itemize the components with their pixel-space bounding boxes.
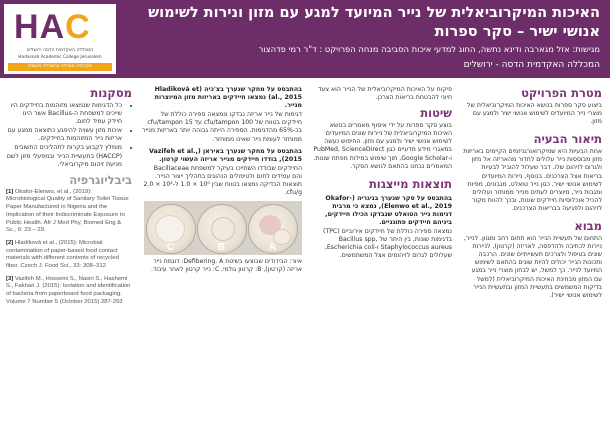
methods-text: בוצע סקר ספרות על ידי איסוף מאמרים בנושא האיכות המיקרוביאלית של ניירות שונים המיועדים לשימוש אנושי ישיר ולמגע עם מזון. החיפוש נעשה במאגרי מידע מדעיים כגון PubMed, ScienceDirect ו-Google Scholar, תוך שימוש במילות מפתח שונות. המאמרים נבחנו בהתאם לנושא הסקר.	[313, 122, 452, 170]
problem-title: תיאור הבעיה	[533, 132, 602, 147]
panel-label-c: C	[166, 242, 174, 254]
reference-1-text: Okafor-Elenwo, et al., (2019): Microbiological Quality of Sanitary Toilet Tissue Paper Manufactured in Nigeria and the Implication of their Indiscriminate Exposure to Public Health. Afr J Med Phy, Biomed Eng & Sc., 6: 23 – 29.	[6, 188, 129, 234]
petri-dish-figure	[144, 201, 302, 255]
goal-title: מטרת הפרויקט	[521, 86, 602, 100]
reference-2-text: Hladíková et al., (2015): Microbial contamination of paper-based food contact materials with different contents of recycled fiber. Czech J. Food Sci., 33: 308–312	[6, 239, 119, 270]
poster-institution: המכללה האקדמית הדסה - ירושלים	[463, 60, 600, 70]
logo-mark-h: H	[14, 8, 40, 46]
column-goal-problem-intro	[462, 86, 602, 424]
logo-mark	[14, 8, 91, 46]
reference-3	[6, 276, 132, 307]
poster-authors: מגישות: אזל מגארבה ודינא נתשה, החוג למדעי איכות הסביבה מנחה הפרויקט : ד"ר רמי פדהצור	[258, 44, 600, 54]
conclusions-title: מסקנות	[90, 86, 132, 100]
logo-english-name: Hadassah Academic College Jerusalem	[18, 55, 102, 60]
logo-mark-c: C	[65, 8, 91, 46]
panel-label-b: B	[217, 242, 225, 254]
conclusion-item: • מומלץ לקבוע בקרות לתהליכים החשובים (HACCP) בתעשיית הנייר ובמפעלי מזון לשם מניעת זיהום מיקרוביאלי.	[6, 144, 122, 168]
reference-2	[6, 240, 132, 271]
reference-3-number: [3]	[6, 275, 14, 282]
poster-title: האיכות המיקרוביאלית של נייר המיועד למגע עם מזון ונירות לשימוש אנושי ישיר – סקר ספרות	[148, 5, 600, 40]
reference-3-text: Vazifeh M., Hosseini S., Nasiri S., Hashemi S., Fakhari J. (2015): Isolation and identification of bacteria from paperboard food packaging. Volume 7 Number 5 (October 2015) 287-293	[6, 275, 131, 305]
logo-tagline: אקדמיה מובילה בהשכלה מעשית	[8, 63, 112, 71]
methods-title: שיטות	[420, 106, 452, 121]
logo-mark-a: A	[39, 8, 66, 46]
conclusions-list	[6, 102, 122, 169]
reference-1-number: [1]	[6, 188, 14, 195]
colony-c-1	[155, 215, 185, 243]
column-conclusions-bibliography	[6, 86, 132, 424]
poster-header	[0, 0, 610, 78]
column-methods-results	[312, 86, 452, 424]
result-2-heading: בהתבסס על מחקר שנערך בצ'כיה (Hladiková et al., 2015) נמצאו חיידקים באריזות מזון המיוצרות מנייר.	[154, 86, 302, 110]
result-3-text: החיידקים שבודדו השתייכו בעיקר למשפחת Bacillaceae והם עמידים לחום ולטיפולים הנהוגים בתהליך ייצור הנייר. תוצאות הבדיקה נמצאו בטווח שבין 10⁰ × 1.0 ל-10² × 2.0 cfu/g.	[143, 164, 302, 197]
reference-1	[6, 189, 132, 235]
conclusion-item: • כל הדגימות שנמצאו מזוהמות בחיידקים היו שייכים למשפחת ה-Bacillus אשר הינו חיידק עמיד לחום.	[6, 102, 122, 126]
reference-2-number: [2]	[6, 239, 14, 246]
problem-text: אחת הבעיות היא שמיקרואורגניזמים הקיימים באריזות מזון מבוססות נייר עלולים לחדור מהאריזה אל מזון ולגרום לזיהום שלו. דבר שעלול להוביל לבעיות בריאות אצל הצרכנים. בנוסף, ניירות המיועדים לשימוש אנושי ישיר, כגון נייר טואלט, מגבונים, מפיות ומגבות נייר, מיוצרים לעתים מנייר ממוחזר ועלולים להכיל אוכלוסיות חיידקים שונות, ובכך להוות מקור לזיהום ולפגיעה בבריאות הצרכנים.	[463, 148, 602, 212]
figure-caption: איור: הבידודים שבוצעו בשיטת Defibering. A: דוגמת נייר אריזה (קרטון), B: קרטון גולמי, C: נייר קרטון לאחר עיבוד.	[150, 258, 302, 274]
bibliography-title: ביבליוגרפיה	[69, 172, 132, 187]
results-title: תוצאות מייצגות	[368, 176, 452, 191]
result-1-heading: בהתבסס על סקר שנערך בניגריה (Okafor-Elenwo et al., 2019), נמצא כי מרבית דגימות נייר הטואלט שנבדקו הכילו חיידקים, ביניהם חיידקים פתוגניים.	[325, 194, 452, 227]
college-logo	[4, 4, 116, 74]
panel-label-a: A	[268, 242, 276, 254]
column-results-continued	[142, 86, 302, 424]
result-3-heading: בהתבסס על מחקר שנערך באיראן (Vazifeh et al., 2015), בודדו חיידקים מנייר אריזה העשוי קרטון.	[148, 147, 302, 163]
result-1-text: נמצאה ספירה כוללת של חיידקים אירוביים (TPC) בדגימות שונות, בין היתר של Bacillus spp, Staphylococcus aureus ו-Escherichia coli, שעלולים לגרום לזיהומים אצל המשתמשים.	[323, 228, 452, 260]
result-2-text: דגימות של נייר אריזה נבדקו ונמצאה ספירה כוללת של חיידקים בטווח של 100 cfu/tampon עד 15 cfu/tampon בכ-65% מהדגימות. הספירה הייתה גבוהה יותר באריזות מנייר ממוחזר לעומת נייר שאינו ממוחזר.	[142, 111, 302, 143]
colony-b-1	[211, 217, 235, 241]
intro-text: התחום של תעשיית הנייר הוא תחום רחב ומגוון. לנייר, ניירות לכתיבה ולהדפסה, לאריזה (קרטון), לניירות שונים בטיפול ולצרכים תעשייתיים שונים. הרכבה ותכונות הנייר יכולים להיות שונים בהתאם לשימוש המיועד לנייר. כך למשל, יש לבחון מוצרי נייר במגע עם המזון מבחינת האיכות המיקרוביאלית (למשל בדיקות המשמשים בתעשיית המזון ובתעשיית הנייר לשימוש אנושי ישיר).	[463, 235, 602, 299]
logo-hebrew-name: המכללה האקדמית הדסה ירושלים	[26, 48, 94, 53]
intro-title: מבוא	[574, 219, 602, 234]
intro-continued-text: פיקוח על האיכות המיקרוביאלית של הנייר הוא צעד חיוני להבטחת בריאות הצרכן.	[318, 86, 452, 102]
goal-text: ביצוע סקר ספרות בנושא האיכות המיקרוביאלית של מוצרי נייר המיועדים לשימוש אנושי ישיר ולמגע עם מזון.	[466, 102, 602, 126]
conclusion-item: • איכות מזון עשויה להיפגע כתוצאה ממגע עם אריזות נייר המזוהמות בחיידקים.	[6, 127, 122, 143]
